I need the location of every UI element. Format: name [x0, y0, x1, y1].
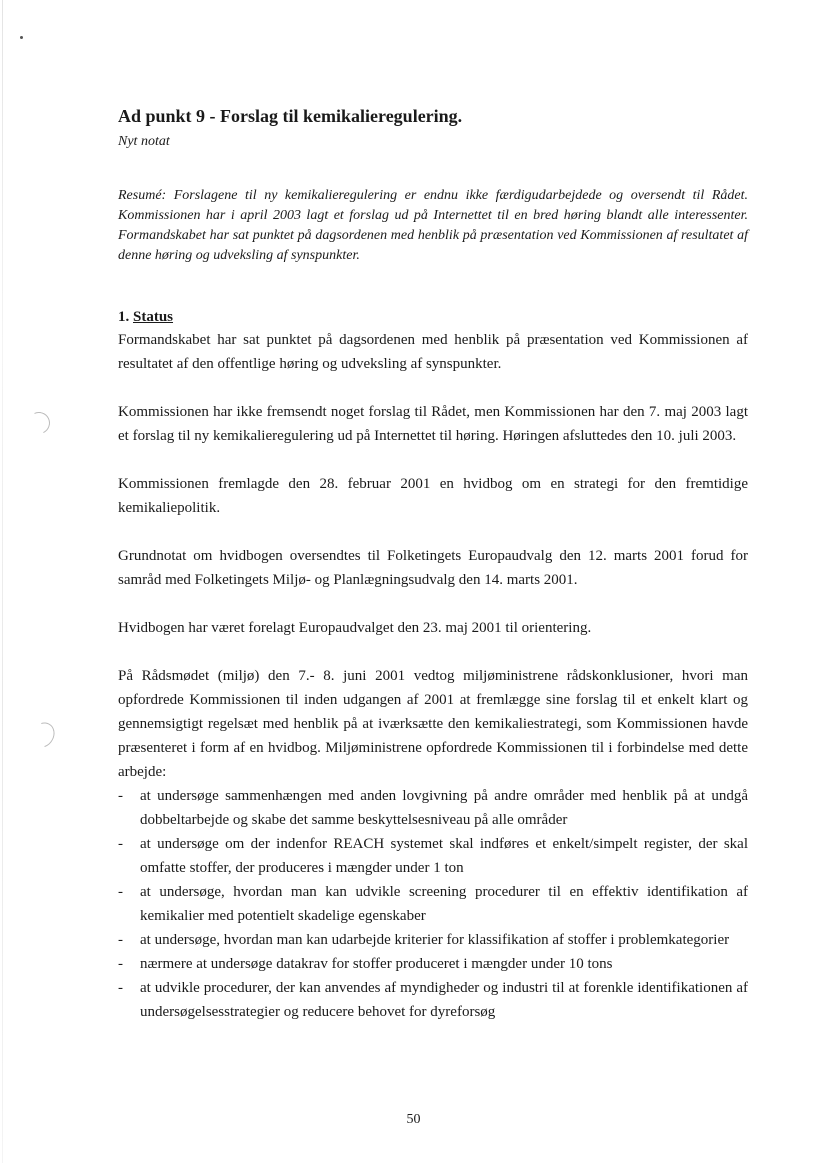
- paragraph: Kommissionen har ikke fremsendt noget forslag til Rådet, men Kommissionen har den 7. maj 2003 lagt et forslag til ny kemikalieregulering ud på Internettet til høring. Høringen afsluttedes den 10. juli 2003.: [118, 404, 748, 444]
- dash-marker: -: [118, 788, 123, 804]
- dash-marker: -: [118, 884, 123, 900]
- list-item: [118, 832, 748, 880]
- paragraph: Hvidbogen har været forelagt Europaudvalget den 23. maj 2001 til orientering.: [118, 620, 592, 636]
- punch-hole-mark: [25, 409, 53, 437]
- dash-marker: -: [118, 980, 123, 996]
- list-item-text: at undersøge sammenhængen med anden lovgivning på andre områder med henblik på at undgå dobbeltarbejde og skabe det samme beskyttelsesniveau på alle områder: [140, 788, 748, 828]
- scan-dot: [20, 36, 23, 39]
- list-item-text: at undersøge om der indenfor REACH systemet skal indføres et enkelt/simpelt register, der skal omfatte stoffer, der produceres i mængder under 1 ton: [140, 836, 748, 876]
- paragraph: Grundnotat om hvidbogen oversendtes til Folketingets Europaudvalg den 12. marts 2001 forud for samråd med Folketingets Miljø- og Planlægningsudvalg den 14. marts 2001.: [118, 548, 748, 588]
- section-number: 1.: [118, 309, 130, 325]
- list-item-text: nærmere at undersøge datakrav for stoffer produceret i mængder under 10 tons: [140, 956, 613, 972]
- list-item: [118, 976, 748, 1024]
- list-item: [118, 928, 748, 952]
- document-body: [118, 104, 748, 1024]
- list-item: [118, 784, 748, 832]
- document-title: Ad punkt 9 - Forslag til kemikalieregulering.: [118, 106, 463, 126]
- paragraph: På Rådsmødet (miljø) den 7.- 8. juni 2001 vedtog miljøministrene rådskonklusioner, hvori man opfordrede Kommissionen til inden udgangen af 2001 at fremlægge sine forslag til et enkelt klart og gennemsigtigt regelsæt med henblik på at iværksætte den kemikaliestrategi, som Kommissionen havde præsenteret i form af en hvidbog. Miljøministrene opfordrede Kommissionen til i forbindelse med dette arbejde:: [118, 668, 748, 780]
- list-item: [118, 952, 748, 976]
- scan-edge-line: [2, 0, 3, 1163]
- list-item: [118, 880, 748, 928]
- dash-marker: -: [118, 956, 123, 972]
- list-item-text: at undersøge, hvordan man kan udarbejde kriterier for klassifikation af stoffer i problemkategorier: [140, 932, 730, 948]
- resume-paragraph: Resumé: Forslagene til ny kemikalieregulering er endnu ikke færdigudarbejdede og oversendt til Rådet. Kommissionen har i april 2003 lagt et forslag ud på Internettet til en bred høring blandt alle interessenter. Formandskabet har sat punktet på dagsordenen med henblik på præsentation ved Kommissionen af resultatet af denne høring og udveksling af synspunkter.: [118, 188, 748, 263]
- page-number: 50: [406, 1112, 421, 1127]
- list-item-text: at udvikle procedurer, der kan anvendes af myndigheder og industri til at forenkle identifikationen af undersøgelsesstrategier og reducere behovet for dyreforsøg: [140, 980, 748, 1020]
- paragraph: Formandskabet har sat punktet på dagsordenen med henblik på præsentation ved Kommissionen af resultatet af den offentlige høring og udveksling af synspunkter.: [118, 332, 748, 372]
- punch-hole-mark: [27, 718, 59, 752]
- paragraph: Kommissionen fremlagde den 28. februar 2001 en hvidbog om en strategi for den fremtidige kemikaliepolitik.: [118, 476, 748, 516]
- dash-marker: -: [118, 932, 123, 948]
- section-heading: [118, 306, 748, 328]
- list-item-text: at undersøge, hvordan man kan udvikle screening procedurer til en effektiv identifikation af kemikalier med potentielt skadelige egenskaber: [140, 884, 748, 924]
- document-subtitle: Nyt notat: [118, 134, 170, 149]
- dash-marker: -: [118, 836, 123, 852]
- dash-list: [118, 784, 748, 1024]
- section-title: Status: [133, 309, 174, 325]
